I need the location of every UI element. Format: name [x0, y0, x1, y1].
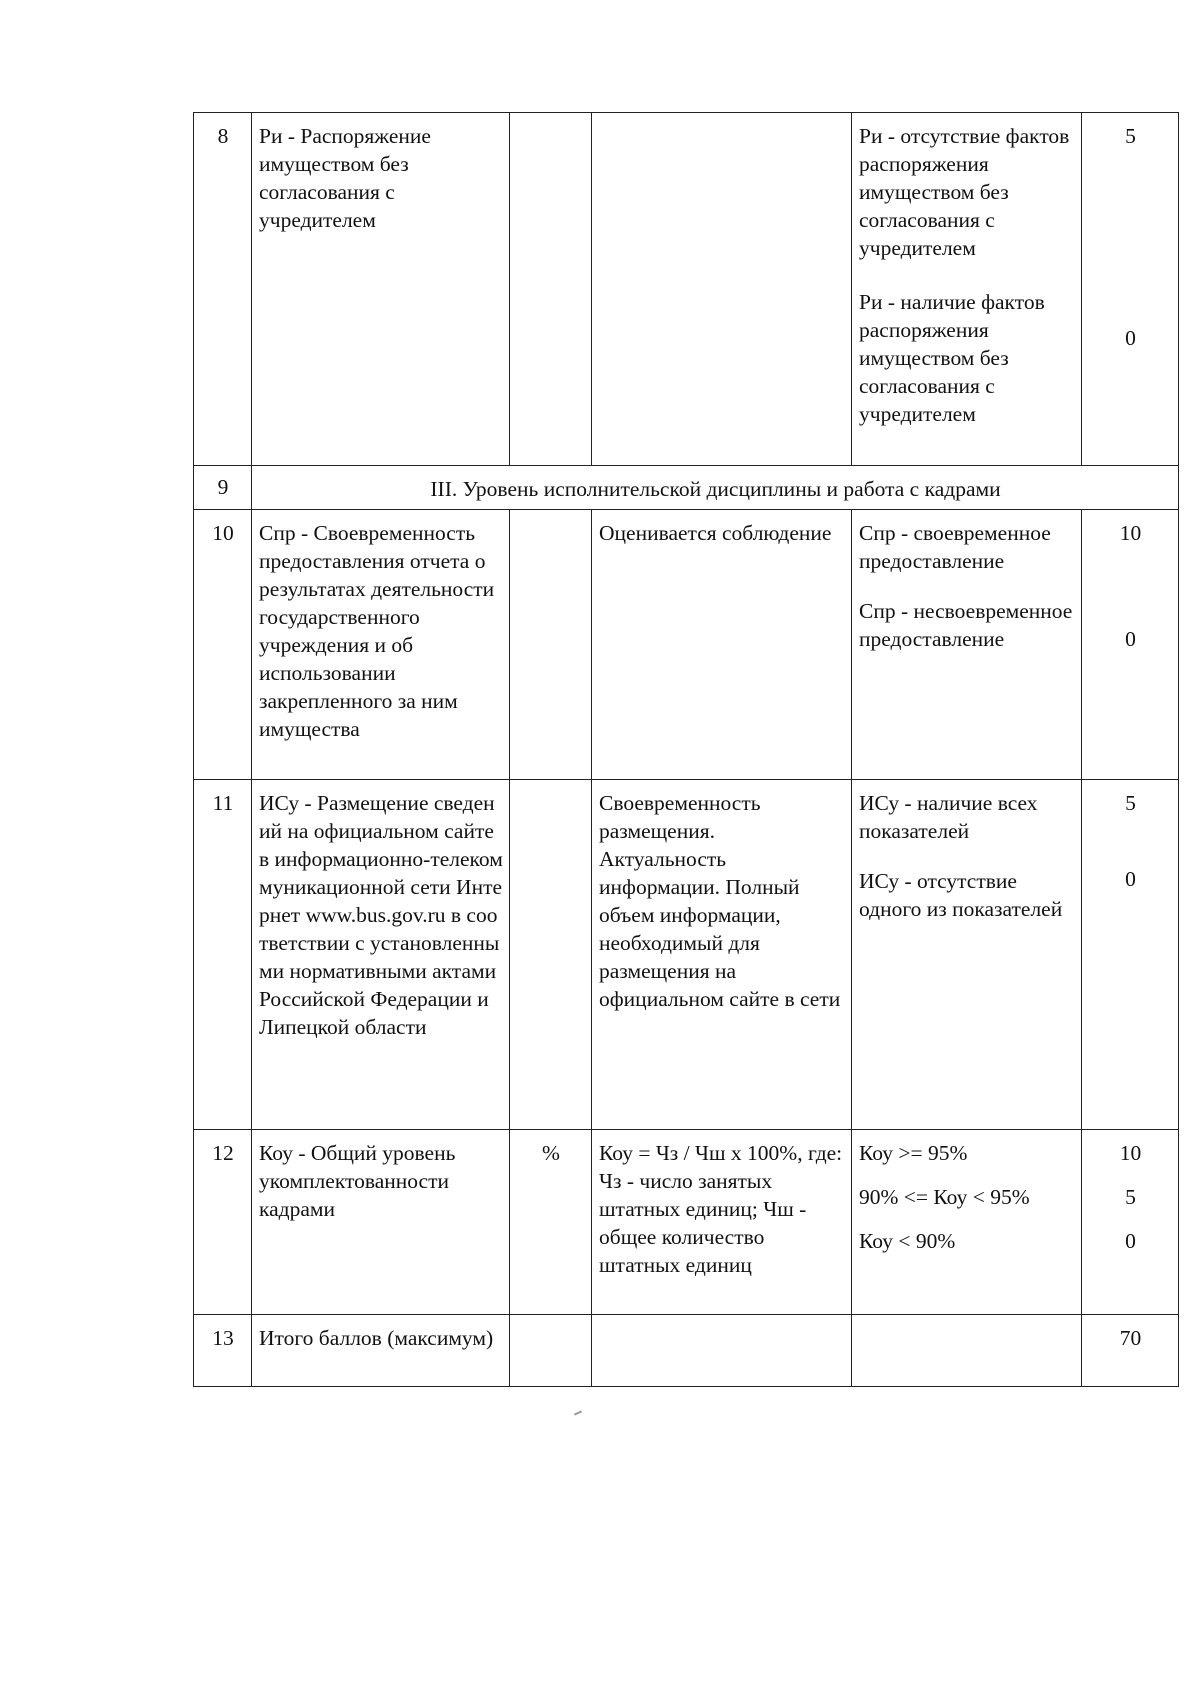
- unit-cell: [510, 1315, 592, 1387]
- criterion-name: Итого баллов (максимум): [252, 1315, 510, 1387]
- points-cell: [1082, 1315, 1179, 1387]
- points-cell: [1082, 780, 1179, 1130]
- unit-cell: %: [510, 1130, 592, 1315]
- criterion-name: Спр - Своевременность предоставления отчета о результатах деятельности государственного учреждения и об использовании закрепленного за ним имущества: [252, 510, 510, 780]
- values-cell: [852, 113, 1082, 466]
- values-cell: [852, 1130, 1082, 1315]
- row-number: 9: [194, 466, 252, 510]
- unit-cell: [510, 113, 592, 466]
- unit-cell: [510, 780, 592, 1130]
- value-condition: Коу >= 95%: [859, 1141, 968, 1165]
- points-value: 0: [1125, 326, 1136, 350]
- criterion-name: Коу - Общий уровень укомплектованности кадрами: [252, 1130, 510, 1315]
- criterion-name: ИСу - Размещение сведений на официальном сайте в информационно-телекоммуникационной сети Интернет www.bus.gov.ru в соответствии с установленными нормативными актами Российской Федерации и Липецкой области: [252, 780, 510, 1130]
- table-row: [194, 113, 1179, 466]
- scan-speck: [574, 1410, 582, 1415]
- row-number: 10: [194, 510, 252, 780]
- value-condition: Спр - несвоевременное предоставление: [859, 599, 1073, 651]
- value-condition: Коу < 90%: [859, 1229, 956, 1253]
- points-cell: [1082, 113, 1179, 466]
- criterion-name: Ри - Распоряжение имуществом без согласования с учредителем: [252, 113, 510, 466]
- method-cell: [592, 1315, 852, 1387]
- table-row: [194, 1315, 1179, 1387]
- value-condition: 90% <= Коу < 95%: [859, 1185, 1030, 1209]
- points-cell: [1082, 1130, 1179, 1315]
- points-value: 10: [1119, 1141, 1142, 1165]
- points-value: 5: [1125, 1185, 1136, 1209]
- value-condition: Ри - отсутствие фактов распоряжения имуществом без согласования с учредителем: [859, 124, 1070, 260]
- table-row: [194, 1130, 1179, 1315]
- row-number: 13: [194, 1315, 252, 1387]
- criteria-table: [193, 112, 1179, 1387]
- row-number: 12: [194, 1130, 252, 1315]
- method-cell: Оценивается соблюдение: [592, 510, 852, 780]
- table-row: [194, 466, 1179, 510]
- points-value: 70: [1119, 1326, 1142, 1350]
- row-number: 11: [194, 780, 252, 1130]
- method-cell: Своевременность размещения. Актуальность информации. Полный объем информации, необходимый для размещения на официальном сайте в сети: [592, 780, 852, 1130]
- value-condition: ИСу - отсутствие одного из показателей: [859, 869, 1063, 921]
- section-heading: III. Уровень исполнительской дисциплины и работа с кадрами: [252, 466, 1179, 510]
- points-value: 5: [1125, 791, 1136, 815]
- values-cell: [852, 780, 1082, 1130]
- value-condition: ИСу - наличие всех показателей: [859, 791, 1038, 843]
- value-condition: Спр - своевременное предоставление: [859, 521, 1051, 573]
- table-row: [194, 780, 1179, 1130]
- unit-cell: [510, 510, 592, 780]
- points-value: 5: [1125, 124, 1136, 148]
- method-cell: Коу = Чз / Чш х 100%, где: Чз - число занятых штатных единиц; Чш - общее количество штатных единиц: [592, 1130, 852, 1315]
- points-value: 0: [1125, 1229, 1136, 1253]
- value-condition: Ри - наличие фактов распоряжения имуществом без согласования с учредителем: [859, 290, 1045, 426]
- method-cell: [592, 113, 852, 466]
- points-value: 0: [1125, 867, 1136, 891]
- points-value: 0: [1125, 627, 1136, 651]
- row-number: 8: [194, 113, 252, 466]
- values-cell: [852, 1315, 1082, 1387]
- values-cell: [852, 510, 1082, 780]
- points-value: 10: [1119, 521, 1142, 545]
- table-row: [194, 510, 1179, 780]
- points-cell: [1082, 510, 1179, 780]
